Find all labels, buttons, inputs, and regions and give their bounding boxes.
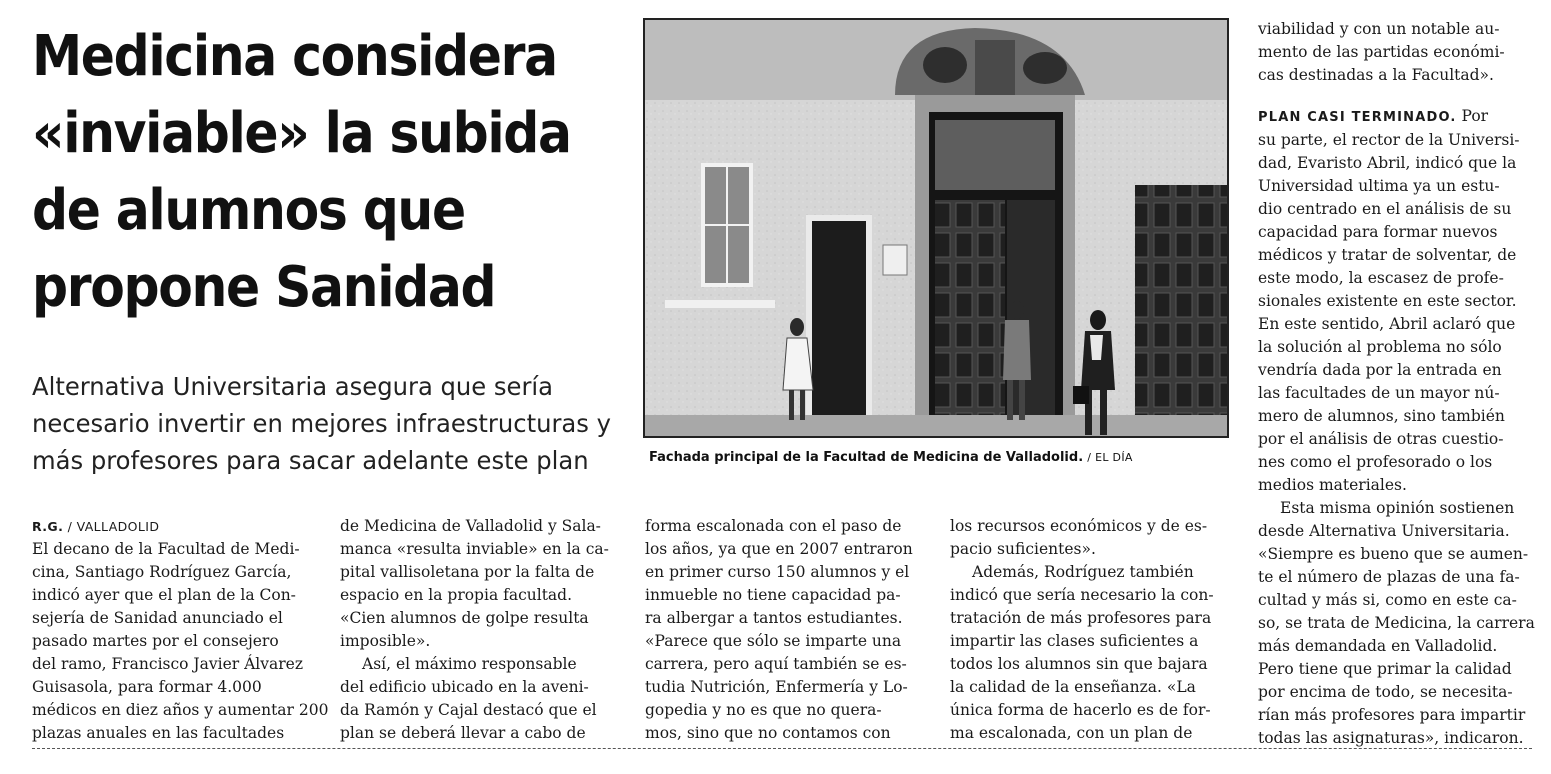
col2-line: imposible». bbox=[340, 632, 431, 650]
col4-line: tratación de más profesores para bbox=[950, 609, 1212, 627]
bottom-rule bbox=[32, 748, 1532, 749]
col1-line: pasado martes por el consejero bbox=[32, 632, 279, 650]
col1-line: indicó ayer que el plan de la Con- bbox=[32, 586, 296, 604]
col2-paragraph-start: Así, el máximo responsable bbox=[362, 655, 577, 673]
col4-line: ma escalonada, con un plan de bbox=[950, 724, 1193, 742]
col5-line: mero de alumnos, sino también bbox=[1258, 407, 1505, 425]
col3-line: inmueble no tiene capacidad pa- bbox=[645, 586, 901, 604]
headline-line-3: de alumnos que bbox=[32, 178, 465, 243]
col1-line: del ramo, Francisco Javier Álvarez bbox=[32, 655, 304, 673]
col3-line: los años, ya que en 2007 entraron bbox=[645, 540, 913, 558]
byline-place: / VALLADOLID bbox=[67, 519, 160, 534]
col2-line: da Ramón y Cajal destacó que el bbox=[340, 701, 597, 719]
col5-paragraph-start: Esta misma opinión sostienen bbox=[1280, 499, 1515, 517]
col5-line: dio centrado en el análisis de su bbox=[1258, 200, 1512, 218]
col5-line: dad, Evaristo Abril, indicó que la bbox=[1258, 154, 1517, 172]
column-2 bbox=[340, 515, 609, 745]
column-4 bbox=[950, 515, 1214, 745]
section-head-line bbox=[1258, 105, 1535, 129]
column-5 bbox=[1258, 18, 1535, 750]
col1-line: plazas anuales en las facultades bbox=[32, 724, 285, 742]
col5-line: su parte, el rector de la Universi- bbox=[1258, 131, 1520, 149]
col4-line: pacio suficientes». bbox=[950, 540, 1096, 558]
col5-line: este modo, la escasez de profe- bbox=[1258, 269, 1504, 287]
col2-line: plan se deberá llevar a cabo de bbox=[340, 724, 586, 742]
col5-line: viabilidad y con un notable au- bbox=[1258, 20, 1500, 38]
col3-line: carrera, pero aquí también se es- bbox=[645, 655, 907, 673]
col5-line: Universidad ultima ya un estu- bbox=[1258, 177, 1500, 195]
photo-caption bbox=[649, 450, 1133, 465]
headline bbox=[32, 18, 572, 326]
col5-line: desde Alternativa Universitaria. bbox=[1258, 522, 1510, 540]
byline bbox=[32, 515, 328, 538]
column-3 bbox=[645, 515, 913, 745]
headline-line-2: «inviable» la subida bbox=[32, 101, 571, 166]
col3-line: tudia Nutrición, Enfermería y Lo- bbox=[645, 678, 908, 696]
col3-line: gopedia y no es que no quera- bbox=[645, 701, 882, 719]
col1-line: sejería de Sanidad anunciado el bbox=[32, 609, 283, 627]
col5-line: por el análisis de otras cuestio- bbox=[1258, 430, 1504, 448]
facade-photo bbox=[643, 18, 1229, 438]
col5-line: por encima de todo, se necesita- bbox=[1258, 683, 1513, 701]
col5-line: te el número de plazas de una fa- bbox=[1258, 568, 1520, 586]
col1-line: cina, Santiago Rodríguez García, bbox=[32, 563, 292, 581]
col5-line: Por bbox=[1461, 107, 1489, 125]
subheadline-line-2: necesario invertir en mejores infraestructuras y bbox=[32, 409, 611, 438]
col1-line: médicos en diez años y aumentar 200 bbox=[32, 701, 329, 719]
col5-line: las facultades de un mayor nú- bbox=[1258, 384, 1500, 402]
col4-line: todos los alumnos sin que bajara bbox=[950, 655, 1208, 673]
col2-line: de Medicina de Valladolid y Sala- bbox=[340, 517, 601, 535]
byline-author: R.G. bbox=[32, 519, 64, 534]
headline-line-1: Medicina considera bbox=[32, 24, 557, 89]
col5-line: la solución al problema no sólo bbox=[1258, 338, 1502, 356]
col4-line: indicó que sería necesario la con- bbox=[950, 586, 1214, 604]
col5-line: más demandada en Valladolid. bbox=[1258, 637, 1498, 655]
col5-line: Pero tiene que primar la calidad bbox=[1258, 660, 1512, 678]
col5-line: médicos y tratar de solventar, de bbox=[1258, 246, 1517, 264]
col5-line: mento de las partidas económi- bbox=[1258, 43, 1505, 61]
col3-line: mos, sino que no contamos con bbox=[645, 724, 891, 742]
col2-line: manca «resulta inviable» en la ca- bbox=[340, 540, 609, 558]
subheadline bbox=[32, 368, 614, 479]
col5-line: so, se trata de Medicina, la carrera bbox=[1258, 614, 1535, 632]
headline-line-4: propone Sanidad bbox=[32, 255, 496, 320]
col4-paragraph-start: Además, Rodríguez también bbox=[972, 563, 1194, 581]
subheadline-line-3: más profesores para sacar adelante este plan bbox=[32, 446, 589, 475]
col1-line: Guisasola, para formar 4.000 bbox=[32, 678, 262, 696]
photo-credit: / EL DÍA bbox=[1087, 451, 1133, 464]
col2-line: «Cien alumnos de golpe resulta bbox=[340, 609, 589, 627]
col3-line: en primer curso 150 alumnos y el bbox=[645, 563, 910, 581]
col2-line: pital vallisoletana por la falta de bbox=[340, 563, 595, 581]
col3-line: «Parece que sólo se imparte una bbox=[645, 632, 902, 650]
col5-line: «Siempre es bueno que se aumen- bbox=[1258, 545, 1529, 563]
col5-line: cas destinadas a la Facultad». bbox=[1258, 66, 1494, 84]
col5-line: medios materiales. bbox=[1258, 476, 1407, 494]
col3-line: forma escalonada con el paso de bbox=[645, 517, 902, 535]
col4-line: única forma de hacerlo es de for- bbox=[950, 701, 1211, 719]
col5-line: vendría dada por la entrada en bbox=[1258, 361, 1502, 379]
col5-line: todas las asignaturas», indicaron. bbox=[1258, 729, 1524, 747]
col4-line: impartir las clases suficientes a bbox=[950, 632, 1199, 650]
col4-line: los recursos económicos y de es- bbox=[950, 517, 1208, 535]
col5-line: capacidad para formar nuevos bbox=[1258, 223, 1498, 241]
col5-line: cultad y más si, como en este ca- bbox=[1258, 591, 1517, 609]
col4-line: la calidad de la enseñanza. «La bbox=[950, 678, 1196, 696]
col5-line: rían más profesores para impartir bbox=[1258, 706, 1526, 724]
photo-caption-text: Fachada principal de la Facultad de Medicina de Valladolid. bbox=[649, 450, 1084, 465]
col5-line: En este sentido, Abril aclaró que bbox=[1258, 315, 1516, 333]
col5-line: nes como el profesorado o los bbox=[1258, 453, 1493, 471]
col1-line: El decano de la Facultad de Medi- bbox=[32, 540, 300, 558]
subheadline-line-1: Alternativa Universitaria asegura que sería bbox=[32, 372, 554, 401]
col2-line: espacio en la propia facultad. bbox=[340, 586, 573, 604]
col5-line: sionales existente en este sector. bbox=[1258, 292, 1517, 310]
section-heading: PLAN CASI TERMINADO. bbox=[1258, 110, 1457, 125]
col2-line: del edificio ubicado en la aveni- bbox=[340, 678, 589, 696]
col3-line: ra albergar a tantos estudiantes. bbox=[645, 609, 903, 627]
column-1 bbox=[32, 515, 328, 745]
